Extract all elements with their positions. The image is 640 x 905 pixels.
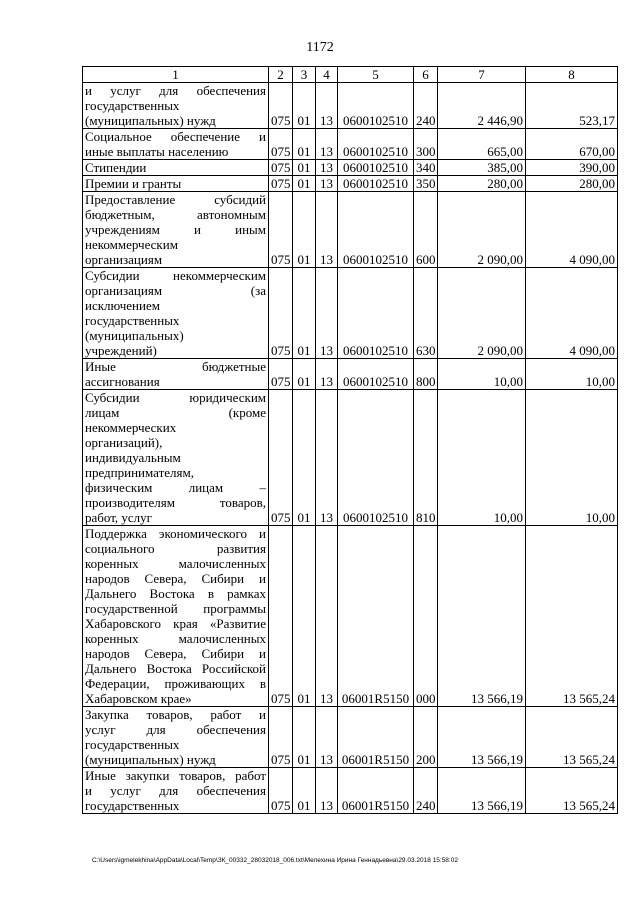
target-article-code: 0600102510 (338, 176, 414, 192)
table-row (83, 192, 618, 268)
header-col-3: 3 (293, 67, 316, 83)
row-description (83, 359, 269, 390)
expense-type-code: 240 (414, 768, 438, 814)
amount-year-2: 280,00 (526, 176, 618, 192)
section-code: 01 (293, 526, 316, 707)
ministry-code: 075 (269, 176, 293, 192)
subsection-code: 13 (316, 359, 338, 390)
description-line: организаций), (85, 435, 163, 450)
subsection-code: 13 (316, 526, 338, 707)
row-description (83, 707, 269, 768)
target-article-code: 06001R5150 (338, 526, 414, 707)
description-line: государственных (85, 798, 180, 813)
target-article-code: 06001R5150 (338, 707, 414, 768)
description-line: предпринимателям, (85, 465, 194, 480)
ministry-code: 075 (269, 192, 293, 268)
amount-year-2: 523,17 (526, 83, 618, 129)
subsection-code: 13 (316, 390, 338, 526)
description-line: исключением (85, 298, 160, 313)
section-code: 01 (293, 768, 316, 814)
description-line: и услуг для обеспечения (85, 783, 266, 798)
table-row (83, 160, 618, 176)
amount-year-1: 10,00 (438, 390, 526, 526)
row-description (83, 526, 269, 707)
amount-year-2: 390,00 (526, 160, 618, 176)
description-line: (муниципальных) нужд (85, 113, 216, 128)
target-article-code: 0600102510 (338, 160, 414, 176)
description-line: учреждений) (85, 343, 157, 358)
header-col-4: 4 (316, 67, 338, 83)
description-line: организациям (за (85, 283, 266, 298)
description-line: (муниципальных) (85, 328, 184, 343)
expense-type-code: 630 (414, 268, 438, 359)
subsection-code: 13 (316, 192, 338, 268)
target-article-code: 0600102510 (338, 359, 414, 390)
description-line: Поддержка экономического и (85, 526, 266, 541)
header-col-8: 8 (526, 67, 618, 83)
section-code: 01 (293, 192, 316, 268)
ministry-code: 075 (269, 768, 293, 814)
description-line: Иные закупки товаров, работ (85, 768, 266, 783)
amount-year-2: 10,00 (526, 359, 618, 390)
amount-year-1: 280,00 (438, 176, 526, 192)
amount-year-1: 2 446,90 (438, 83, 526, 129)
description-line: народов Севера, Сибири и (85, 646, 266, 661)
table-body (83, 83, 618, 814)
header-col-2: 2 (269, 67, 293, 83)
header-col-1: 1 (83, 67, 269, 83)
description-line: организациям (85, 252, 163, 267)
page-number: 1172 (306, 40, 334, 55)
section-code: 01 (293, 390, 316, 526)
expense-type-code: 300 (414, 129, 438, 160)
description-line: Хабаровском крае» (85, 691, 192, 706)
ministry-code: 075 (269, 359, 293, 390)
row-description (83, 768, 269, 814)
amount-year-1: 385,00 (438, 160, 526, 176)
row-description (83, 268, 269, 359)
description-line: услуг для обеспечения (85, 722, 266, 737)
description-line: индивидуальным (85, 450, 181, 465)
table-row (83, 526, 618, 707)
expense-type-code: 800 (414, 359, 438, 390)
description-line: некоммерческих (85, 420, 177, 435)
amount-year-2: 13 565,24 (526, 707, 618, 768)
description-line: бюджетным, автономным (85, 207, 266, 222)
expense-type-code: 810 (414, 390, 438, 526)
amount-year-2: 13 565,24 (526, 768, 618, 814)
header-col-7: 7 (438, 67, 526, 83)
amount-year-2: 4 090,00 (526, 268, 618, 359)
table-row (83, 268, 618, 359)
section-code: 01 (293, 268, 316, 359)
section-code: 01 (293, 160, 316, 176)
description-line: Дальнего Востока Российской (85, 661, 266, 676)
description-line: народов Севера, Сибири и (85, 571, 266, 586)
subsection-code: 13 (316, 83, 338, 129)
description-line: социального развития (85, 541, 266, 556)
table-row (83, 176, 618, 192)
section-code: 01 (293, 83, 316, 129)
expense-type-code: 600 (414, 192, 438, 268)
description-line: лицам (кроме (85, 405, 266, 420)
table-row (83, 359, 618, 390)
table-row (83, 129, 618, 160)
row-description (83, 129, 269, 160)
subsection-code: 13 (316, 129, 338, 160)
header-row (83, 67, 618, 83)
file-path-footer: C:\Users\igmelekhina\AppData\Local\Temp\ЗК_00332_28032018_006.txt\Мелехина Ирина Геннадьевна\29.03.2018 15:58:02 (92, 857, 458, 864)
ministry-code: 075 (269, 160, 293, 176)
description-line: учреждениям и иным (85, 222, 266, 237)
description-line: Субсидии юридическим (85, 390, 266, 405)
description-line: Хабаровского края «Развитие (85, 616, 266, 631)
row-description (83, 83, 269, 129)
row-description (83, 176, 269, 192)
row-description (83, 160, 269, 176)
amount-year-1: 665,00 (438, 129, 526, 160)
description-line: Закупка товаров, работ и (85, 707, 266, 722)
description-line: Предоставление субсидий (85, 192, 266, 207)
target-article-code: 0600102510 (338, 268, 414, 359)
description-line: работ, услуг (85, 510, 153, 525)
table-row (83, 707, 618, 768)
amount-year-1: 13 566,19 (438, 768, 526, 814)
section-code: 01 (293, 129, 316, 160)
subsection-code: 13 (316, 268, 338, 359)
subsection-code: 13 (316, 160, 338, 176)
description-line: и услуг для обеспечения (85, 83, 266, 98)
ministry-code: 075 (269, 83, 293, 129)
ministry-code: 075 (269, 268, 293, 359)
description-line: Стипендии (85, 160, 147, 175)
target-article-code: 0600102510 (338, 192, 414, 268)
expense-type-code: 200 (414, 707, 438, 768)
description-line: физическим лицам – (85, 480, 266, 495)
subsection-code: 13 (316, 707, 338, 768)
header-col-6: 6 (414, 67, 438, 83)
target-article-code: 0600102510 (338, 129, 414, 160)
row-description (83, 192, 269, 268)
expense-type-code: 000 (414, 526, 438, 707)
row-description (83, 390, 269, 526)
target-article-code: 0600102510 (338, 83, 414, 129)
description-line: государственных (85, 98, 180, 113)
description-line: государственной программы (85, 601, 266, 616)
target-article-code: 0600102510 (338, 390, 414, 526)
header-col-5: 5 (338, 67, 414, 83)
description-line: Премии и гранты (85, 176, 182, 191)
amount-year-2: 670,00 (526, 129, 618, 160)
amount-year-1: 10,00 (438, 359, 526, 390)
ministry-code: 075 (269, 390, 293, 526)
subsection-code: 13 (316, 768, 338, 814)
description-line: (муниципальных) нужд (85, 752, 216, 767)
table-row (83, 768, 618, 814)
description-line: Федерации, проживающих в (85, 676, 266, 691)
target-article-code: 06001R5150 (338, 768, 414, 814)
amount-year-1: 13 566,19 (438, 707, 526, 768)
amount-year-2: 4 090,00 (526, 192, 618, 268)
description-line: государственных (85, 737, 180, 752)
description-line: ассигнования (85, 374, 160, 389)
table-row (83, 83, 618, 129)
description-line: коренных малочисленных (85, 556, 266, 571)
ministry-code: 075 (269, 526, 293, 707)
amount-year-1: 2 090,00 (438, 268, 526, 359)
description-line: государственных (85, 313, 180, 328)
description-line: некоммерческим (85, 237, 178, 252)
description-line: Иные бюджетные (85, 359, 266, 374)
expense-type-code: 340 (414, 160, 438, 176)
description-line: Дальнего Востока в рамках (85, 586, 266, 601)
section-code: 01 (293, 707, 316, 768)
description-line: Социальное обеспечение и (85, 129, 266, 144)
expense-type-code: 240 (414, 83, 438, 129)
subsection-code: 13 (316, 176, 338, 192)
table-row (83, 390, 618, 526)
description-line: производителям товаров, (85, 495, 266, 510)
expense-type-code: 350 (414, 176, 438, 192)
ministry-code: 075 (269, 707, 293, 768)
description-line: коренных малочисленных (85, 631, 266, 646)
description-line: иные выплаты населению (85, 144, 229, 159)
section-code: 01 (293, 176, 316, 192)
section-code: 01 (293, 359, 316, 390)
ministry-code: 075 (269, 129, 293, 160)
amount-year-1: 2 090,00 (438, 192, 526, 268)
description-line: Субсидии некоммерческим (85, 268, 266, 283)
amount-year-2: 13 565,24 (526, 526, 618, 707)
amount-year-1: 13 566,19 (438, 526, 526, 707)
amount-year-2: 10,00 (526, 390, 618, 526)
budget-table (82, 66, 618, 814)
